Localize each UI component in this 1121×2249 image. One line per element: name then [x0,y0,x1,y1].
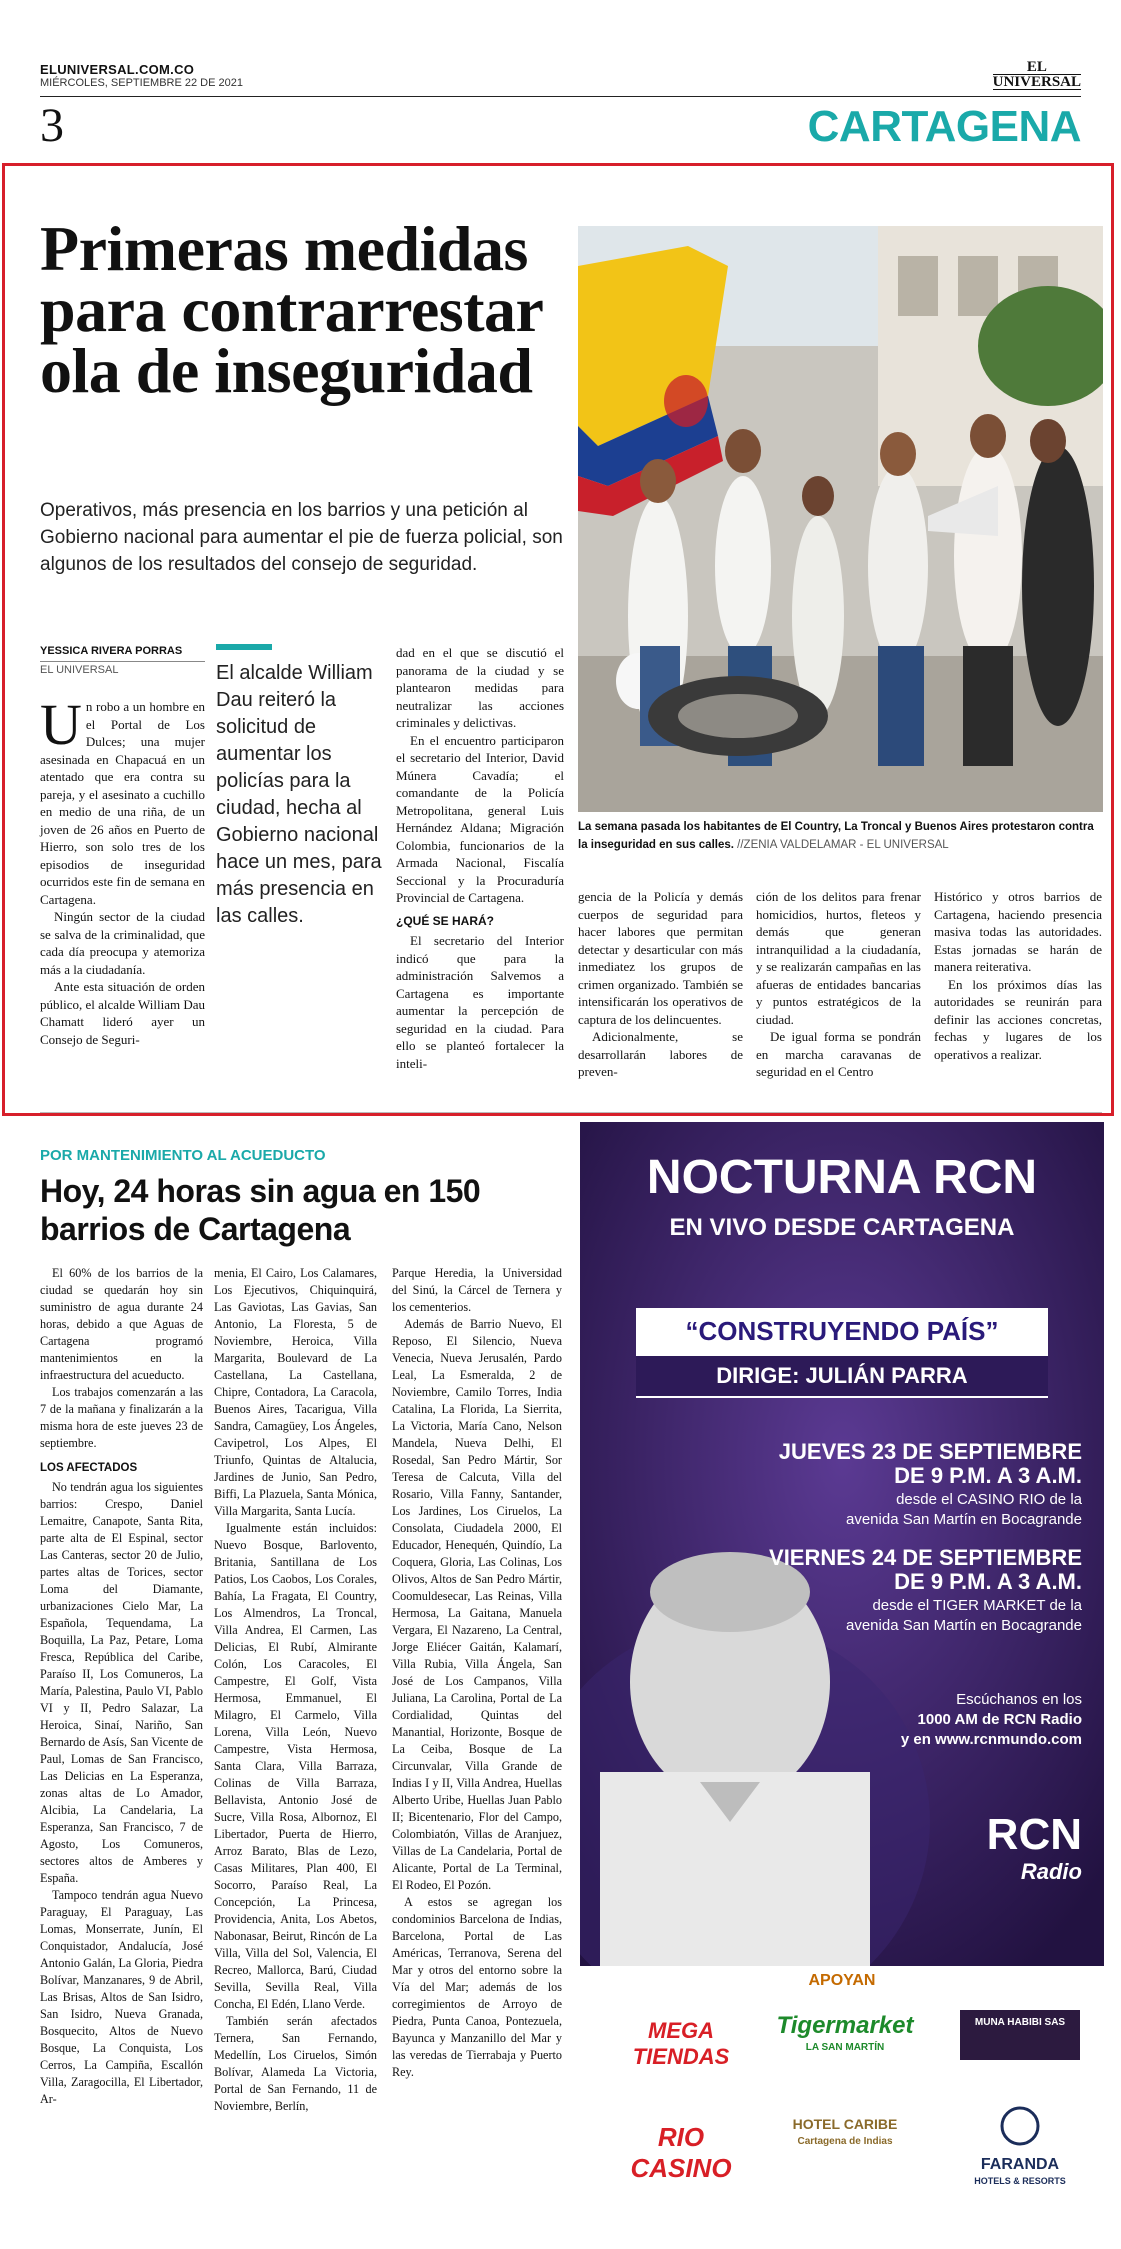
logo-bottom: UNIVERSAL [992,74,1081,90]
lead-paragraph-7: gencia de la Policía y demás cuerpos de seguridad para hacer labores que permitan detectar y desarticular con más inmediatez los grupos de crimen organizado. También se intensificarán los operativos de captura de los delincuentes. [578,889,743,1027]
second-paragraph-7: También serán afectados Ternera, San Fernando, Medellín, Los Ciruelos, Simón Bolívar, Alameda La Victoria, Portal de San Fernando, 11 de Noviembre, Berlín, [214,2014,377,2113]
lead-paragraph-11: Histórico y otros barrios de Cartagena, haciendo presencia masiva todas las autoridades. Estas jornadas se harán de manera reiterativa. [934,889,1102,974]
lead-column-2 [396,644,564,1072]
section-title: CARTAGENA [807,102,1081,151]
lead-dek: Operativos, más presencia en los barrios y una petición al Gobierno nacional para aumentar el pie de fuerza policial, son algunos de los resultados del consejo de seguridad. [40,500,563,575]
second-paragraph-5: menia, El Cairo, Los Calamares, Los Ejecutivos, Chiquinquirá, Las Gaviotas, Las Gavias, San Antonio, La Floresta, 5 de Noviembre, Heroica, Villa Margarita, Boulevard de La Castellana, La Castellana, Chipre, Contadora, La Caracola, Buenos Aires, Tacarigua, Villa Sandra, Camagüey, Los Ángeles, Cavipetrol, Los Alpes, El Triunfo, Quintas de Altalucia, Jardines de Junio, San Pedro, Biffi, La Plazuela, Santa Mónica, Villa Margarita, Santa Lucía. [214,1266,377,1518]
ad-place-1b: avenida San Martín en Bocagrande [846,1511,1082,1528]
edition-date: MIÉRCOLES, SEPTIEMBRE 22 DE 2021 [40,77,243,89]
sponsor-faranda-sub: HOTELS & RESORTS [974,2176,1066,2186]
lead-paragraph-6: El secretario del Interior indicó que para la administración Salvemos a Cartagena es importante aumentar la percepción de seguridad en la ciudad. Para ello se planteó fortalecer la inteli- [396,933,564,1071]
second-paragraph-10: A estos se agregan los condominios Barcelona de Indias, Barcelona, Portal de Las Américas, Terranova, Serena del Mar y otros del entorno sobre la Vía del Mar; además de los corregimientos de Arroyo de Piedra, Punta Canoa, Pontezuela, Bayunca y Manzanillo del Mar y las veredas de Tierrabaja y Puerto Rey. [392,1895,562,2079]
ad-time-2: DE 9 P.M. A 3 A.M. [894,1569,1082,1594]
ad-program: “CONSTRUYENDO PAÍS” [685,1316,999,1346]
second-paragraph-8: Parque Heredia, la Universidad del Sinú, la Cárcel de Ternera y los cementerios. [392,1266,562,1314]
rcn-advertisement[interactable] [580,1122,1104,2226]
ad-host: DIRIGE: JULIÁN PARRA [636,1356,1048,1396]
ad-listen-2: 1000 AM de RCN Radio [917,1711,1082,1728]
sponsor-rio-casino: RIO CASINO [630,2122,732,2183]
protest-photo-illustration [578,226,1103,812]
rcn-logo: RCN [986,1810,1082,1859]
ad-title: NOCTURNA RCN [646,1151,1038,1204]
second-paragraph-9: Además de Barrio Nuevo, El Reposo, El Silencio, Nueva Venecia, Nueva Jerusalén, Pardo Leal, La Esmeralda, 2 de Noviembre, Camilo Torres, India Catalina, La Florida, La Sierrita, La Victoria, María Cano, Nelson Mandela, Nueva Delhi, El Rosedal, San Pedro Mártir, Sor Teresa de Calcuta, Villa del Rosario, Villa Fanny, Santander, Los Jardines, Los Ciruelos, La Consolata, Ciudadela 2000, El Educador, Henequén, Quindío, La Coquera, Gloria, Las Colinas, Los Olivos, Altos de San Pedro Mártir, Coomuldesecar, Las Reinas, Villa Hermosa, La Gaitana, Manuela Vergara, El Nazareno, La Central, Jorge Eliécer Gaitán, Kalamarí, Villa Rubia, Villa Ángela, San José de Los Campanos, Villa Juliana, La Carolina, Portal de La Cordialidad, Quintas del Manantial, Horizonte, Bosque de La Ceiba, Bosque de La Circunvalar, Villa Grande de Indias I y II, Villa Andrea, Huellas Alberto Uribe, Huellas Juan Pablo II; Bicentenario, Flor del Campo, Colombiatón, Villas de Aranjuez, Villas de La Candelaria, Portal de Alicante, Portal de La Terminal, El Rodeo, El Pozón. [392,1317,562,1892]
lead-paragraph-4: dad en el que se discutió el panorama de la ciudad y se plantearon medidas para neutralizar las acciones criminales y delictivas. [396,645,564,730]
second-paragraph-2: Los trabajos comenzarán a las 7 de la mañana y finalizarán a la misma hora de este jueves 23 de septiembre. [40,1385,203,1450]
sponsor-megatiendas: MEGA TIENDAS [632,2018,730,2069]
ad-place-2b: avenida San Martín en Bocagrande [846,1617,1082,1634]
lead-paragraph-10: De igual forma se pondrán en marcha caravanas de seguridad en el Centro [756,1029,921,1079]
ad-listen-1: Escúchanos en los [956,1691,1082,1708]
rcn-logo-sub: Radio [1020,1859,1082,1884]
second-column-2 [214,1265,377,2115]
second-headline: Hoy, 24 horas sin agua en 150 barrios de Cartagena [40,1173,481,1247]
lead-paragraph-12: En los próximos días las autoridades se reunirán para definir las acciones concretas, fechas y lugares de los operativos a realizar. [934,976,1102,1062]
lead-paragraph-2: Ningún sector de la ciudad se salva de la criminalidad, que cada día preocupa y atemoriza más a la ciudadanía. [40,909,205,977]
lead-paragraph-1: n robo a un hombre en el Portal de Los Dulces; una mujer asesinada en Chapacuá en un atentado que era contra su pareja, y el asesinato a cuchillo en medio de una riña, de un joven de 26 años en Puerto de Hierro, son solo tres de los episodios de inseguridad ocurridos este fin de semana en Cartagena. [40,699,205,907]
lead-column-5 [934,888,1102,1063]
photo-caption [578,818,1103,854]
sponsor-hotel-caribe: HOTEL CARIBE [792,2116,898,2132]
ad-day-1: JUEVES 23 DE SEPTIEMBRE [778,1439,1082,1464]
drop-cap: U [40,692,82,757]
ad-subtitle: EN VIVO DESDE CARTAGENA [669,1214,1015,1241]
second-kicker: POR MANTENIMIENTO AL ACUEDUCTO [40,1147,326,1164]
sponsors-label: APOYAN [808,1972,876,1989]
ad-day-2: VIERNES 24 DE SEPTIEMBRE [769,1545,1082,1570]
byline-org: EL UNIVERSAL [40,661,205,676]
sponsor-muna: MUNA HABIBI SAS [960,2010,1080,2060]
byline-author: YESSICA RIVERA PORRAS [40,645,183,657]
photo-credit: //ZENIA VALDELAMAR - EL UNIVERSAL [737,839,949,851]
lead-headline: Primeras medidas para contrarrestar ola de inseguridad [40,213,543,406]
pullquote: El alcalde William Dau reiteró la solicitud de aumentar los policías para la ciudad, hecha al Gobierno nacional hace un mes, para más presencia en las calles. [216,662,382,927]
caption-text: La semana pasada los habitantes de El Country, La Troncal y Buenos Aires protestaron contra la inseguridad en sus calles. [578,821,1094,851]
ad-program-box [636,1308,1048,1398]
newspaper-logo [993,60,1081,90]
sponsor-hotel-caribe-sub: Cartagena de Indias [797,2136,893,2147]
lead-paragraph-3: Ante esta situación de orden público, el alcalde William Dau Chamatt lideró ayer un Consejo de Seguri- [40,979,205,1047]
second-column-3 [392,1265,562,2081]
protest-photo [578,226,1103,812]
second-paragraph-1: El 60% de los barrios de la ciudad se quedarán hoy sin suministro de agua durante 24 horas, debido a que Aguas de Cartagena programó mantenimientos en la infraestructura del acueducto. [40,1266,203,1382]
masthead-rule [40,96,1081,97]
lead-paragraph-9: ción de los delitos para frenar homicidios, hurtos, fleteos y demás que generan intranquilidad a la ciudadanía, y se realizarán campañas en las afueras de entidades bancarias y puntos estratégicos de la ciudad. [756,889,921,1027]
lead-column-3 [578,888,743,1081]
lead-paragraph-8: Adicionalmente, se desarrollarán labores de preven- [578,1029,743,1079]
ad-time-1: DE 9 P.M. A 3 A.M. [894,1463,1082,1488]
sponsor-tigermarket-sub: LA SAN MARTÍN [805,2042,885,2053]
sponsor-faranda: FARANDA [980,2156,1060,2173]
faranda-emblem-icon [1000,2106,1040,2146]
ad-listen-3[interactable]: y en www.rcnmundo.com [900,1731,1082,1748]
sponsor-tigermarket: Tigermarket [776,2012,914,2039]
section-divider [40,1112,1102,1113]
lead-subhead: ¿QUÉ SE HARÁ? [396,913,495,928]
lead-column-1 [40,692,205,1048]
page-number: 3 [40,99,64,152]
logo-top: EL [1026,59,1047,75]
lead-column-4 [756,888,921,1081]
second-paragraph-3: No tendrán agua los siguientes barrios: Crespo, Daniel Lemaitre, Canapote, Santa Rita, parte alta de El Espinal, sector Las Canteras, sector 20 de Julio, partes altas de Torices, sector Loma del Diamante, urbanizaciones Cielo Mar, La Española, Tequendama, La Boquilla, La Paz, Petare, Loma Fresca, República del Caribe, Paraíso II, Los Comuneros, La María, Palestina, Paulo VI, Pablo VI y II, Pedro Salazar, La Heroica, Sinaí, Nariño, San Bernardo de Asís, San Vicente de Paul, Lomas de San Francisco, Las Delicias en La Esperanza, zonas altas de Lo Amador, Alcibia, La Candelaria, La Esperanza, San Francisco, 7 de Agosto, Los Comuneros, sectores altos de Amberes y España. [40,1480,203,1885]
sponsors-panel [580,1966,1104,2226]
site-url[interactable]: ELUNIVERSAL.COM.CO [40,62,195,77]
ad-place-2a: desde el TIGER MARKET de la [872,1597,1082,1614]
ad-place-1a: desde el CASINO RIO de la [896,1491,1082,1508]
lead-paragraph-5: En el encuentro participaron el secretario del Interior, David Múnera Cavadía; el comandante de la Policía Metropolitana, general Luis Hernández Aldana; Migración Colombia, funcionarios de la Armada Nacional, Fiscalía Seccional y la Procuraduría Provincial de Cartagena. [396,732,564,905]
second-subhead: LOS AFECTADOS [40,1462,138,1474]
second-paragraph-6: Igualmente están incluidos: Nuevo Bosque, Barlovento, Britania, Santillana de Los Patios, Los Caobos, Los Corales, Bahía, La Fragata, El Country, Los Almendros, La Troncal, Villa Andrea, El Carmen, Las Delicias, El Rubí, Almirante Colón, Los Caracoles, El Campestre, El Golf, Vista Hermosa, Emmanuel, El Milagro, El Carmelo, Villa Lorena, Villa León, Nuevo Campestre, Vista Hermosa, Santa Clara, Villa Barraza, Colinas de Villa Barraza, Bellavista, Antonio José de Sucre, Villa Rosa, Albornoz, El Libertador, Puerta de Hierro, Arroz Barato, Blas de Lezo, Casas Militares, Plan 400, El Socorro, Paraíso Real, La Concepción, La Princesa, Providencia, Anita, Los Abetos, Nabonasar, Beirut, Rincón de La Villa, Villa del Sol, Valencia, El Recreo, Mallorca, Barú, Ciudad Sevilla, Sevilla Real, Villa Concha, El Edén, Llano Verde. [214,1521,377,2011]
second-column-1 [40,1265,203,2108]
second-paragraph-4: Tampoco tendrán agua Nuevo Paraguay, El Paraguay, Las Lomas, Monserrate, Junín, El Conquistador, Andalucía, José Antonio Galán, La Gloria, Piedra Bolívar, Manzanares, 9 de Abril, Las Brisas, Altos de San Isidro, San Isidro, Nueva Granada, Bosquecito, Altos de Nuevo Bosque, La Conquista, Los Cerros, La Campiña, Escallón Villa, Zaragocilla, El Libertador, Ar- [40,1888,203,2106]
pullquote-accent [216,644,272,650]
